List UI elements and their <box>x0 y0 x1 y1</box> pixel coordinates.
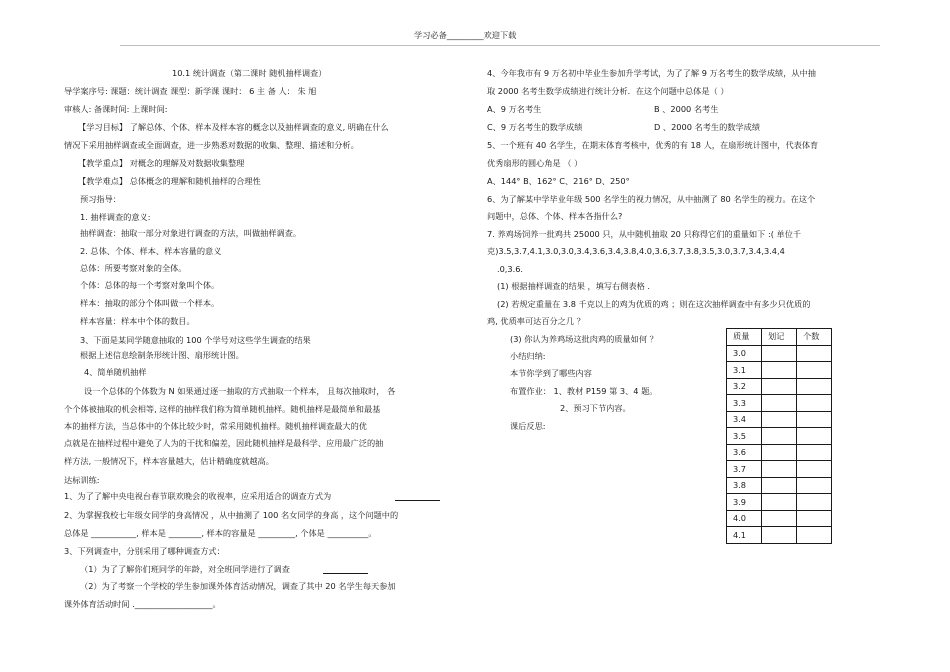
question-4-line-2: 取 2000 名考生数学成绩进行统计分析．在这个问题中总体是（ ） <box>487 86 729 96</box>
drill-question-2-line-1: 2、为掌握我校七年级女同学的身高情况 ，从中抽测了 100 名女同学的身高 ，这个问题中的 <box>64 510 399 520</box>
tally-cell[interactable] <box>762 527 797 544</box>
question-4-option-d: D 、2000 名考生的数学成绩 <box>654 122 761 132</box>
learning-goal-2: 情况下采用抽样调查或全面调查，进一步熟悉对数据的收集、整理、描述和分析。 <box>64 140 359 150</box>
tally-cell[interactable] <box>762 477 797 494</box>
question-7-part-3: (3) 你认为养鸡场这批肉鸡的质量如何 ？ <box>510 334 658 344</box>
section-4-heading: 4、简单随机抽样 <box>84 367 147 377</box>
question-4-line-1: 4、今年我市有 9 万名初中毕业生参加升学考试，为了了解 9 万名考生的数学成绩，从中抽 <box>487 68 816 78</box>
random-sampling-paragraph-3: 本的抽样方法，当总体中的个体比较少时，常采用随机抽样。随机抽样调查最大的优 <box>64 421 367 431</box>
teaching-difficulty: 【教学难点】 总体概念的理解和随机抽样的合理性 <box>78 176 261 186</box>
drill-question-3: 3、下列调查中，分别采用了哪种调查方式： <box>64 546 225 556</box>
page-header: 学习必备_________欢迎下载 <box>414 30 517 40</box>
weight-frequency-table <box>726 328 832 544</box>
definition-individual: 个体：总体的每一个考察对象叫个体。 <box>80 280 220 290</box>
question-6-line-1: 6、为了解某中学毕业年级 500 名学生的视力情况，从中抽测了 80 名学生的视力。在这个 <box>487 194 816 204</box>
count-cell[interactable] <box>797 395 832 412</box>
table-row <box>727 510 832 527</box>
table-row <box>727 461 832 478</box>
weight-value-cell: 3.9 <box>727 494 762 511</box>
count-cell[interactable] <box>797 461 832 478</box>
tally-cell[interactable] <box>762 395 797 412</box>
tally-cell[interactable] <box>762 411 797 428</box>
weight-value-cell: 3.2 <box>727 378 762 395</box>
table-row <box>727 395 832 412</box>
weight-value-cell: 3.3 <box>727 395 762 412</box>
meta-line-2: 审核人: 备课时间: 上课时间: <box>64 104 168 114</box>
teaching-key-point: 【教学重点】 对概念的理解及对数据收集整理 <box>78 158 245 168</box>
count-cell[interactable] <box>797 345 832 362</box>
question-5-line-1: 5、一个班有 40 名学生，在期末体育考核中，优秀的有 18 人，在扇形统计图中，代表体育 <box>487 140 819 150</box>
drill-question-2-line-2: 总体是 ___________, 样本是 ________, 样本的容量是 _________, 个体是 __________。 <box>64 528 377 538</box>
homework-line-1: 布置作业： 1、教材 P159 第 3、4 题。 <box>510 386 658 396</box>
tally-cell[interactable] <box>762 362 797 379</box>
table-row <box>727 428 832 445</box>
weight-value-cell: 3.7 <box>727 461 762 478</box>
question-7-part-2-line-1: (2) 若规定重量在 3.8 千克以上的鸡为优质的鸡 ；则在这次抽样调查中有多少只优质的 <box>497 299 811 309</box>
section-1-text: 抽样调查：抽取一部分对象进行调查的方法，叫做抽样调查。 <box>80 228 302 238</box>
question-7-line-1: 7. 养鸡场饲养一批鸡共 25000 只，从中随机抽取 20 只称得它们的重量如下 :( 单位千 <box>487 229 802 239</box>
table-header-cell: 划记 <box>762 329 797 346</box>
learning-goal-1: 【学习目标】 了解总体、个体、样本及样本容的概念以及抽样调查的意义, 明确在什么 <box>78 122 389 132</box>
tally-cell[interactable] <box>762 428 797 445</box>
random-sampling-paragraph-5: 样方法, 一般情况下，样本容量越大，估计精确度就越高。 <box>64 456 274 466</box>
definition-sample: 样本：抽取的部分个体叫做一个样本。 <box>80 298 220 308</box>
count-cell[interactable] <box>797 477 832 494</box>
section-3-heading: 3、下面是某同学随意抽取的 100 个学号对这些学生调查的结果 <box>80 335 311 345</box>
header-rule <box>120 45 880 46</box>
drill-heading: 达标训练: <box>64 475 100 485</box>
lesson-title: 10.1 统计调查（第二课时 随机抽样调查） <box>172 68 327 78</box>
weight-value-cell: 4.1 <box>727 527 762 544</box>
tally-cell[interactable] <box>762 494 797 511</box>
count-cell[interactable] <box>797 428 832 445</box>
table-header-cell: 质量 <box>727 329 762 346</box>
count-cell[interactable] <box>797 510 832 527</box>
definition-sample-size: 样本容量：样本中个体的数目。 <box>80 316 195 326</box>
table-header-cell: 个数 <box>797 329 832 346</box>
question-5-options: A、144° B、162° C、216° D、250° <box>487 176 630 186</box>
table-row <box>727 345 832 362</box>
drill-question-3-2-cont: 课外体育活动时间 .___________________。 <box>64 599 221 609</box>
table-row <box>727 362 832 379</box>
question-4-option-b: B 、2000 名考生 <box>654 104 719 114</box>
question-6-line-2: 问题中，总体、个体、样本各指什么? <box>487 211 623 221</box>
weight-value-cell: 3.0 <box>727 345 762 362</box>
table-row <box>727 477 832 494</box>
count-cell[interactable] <box>797 378 832 395</box>
section-2-heading: 2. 总体、个体、样本、样本容量的意义 <box>80 246 222 256</box>
drill-question-3-2: （2）为了考察一个学校的学生参加课外体育活动情况，调查了其中 20 名学生每天参加 <box>80 581 396 591</box>
section-3-text: 根据上述信息绘制条形统计图、扇形统计图。 <box>80 350 244 360</box>
preview-guide-heading: 预习指导： <box>80 194 121 204</box>
count-cell[interactable] <box>797 444 832 461</box>
table-body <box>727 345 832 543</box>
tally-cell[interactable] <box>762 461 797 478</box>
tally-cell[interactable] <box>762 378 797 395</box>
question-4-option-c: C、9 万名考生的数学成绩 <box>487 122 583 132</box>
count-cell[interactable] <box>797 527 832 544</box>
weight-value-cell: 4.0 <box>727 510 762 527</box>
random-sampling-paragraph-2: 个个体被抽取的机会相等, 这样的抽样我们称为简单随机抽样。随机抽样是最简单和最基 <box>64 404 381 414</box>
random-sampling-paragraph-4: 点就是在抽样过程中避免了人为的干扰和偏差，因此随机抽样是最科学、应用最广泛的抽 <box>64 438 384 448</box>
definition-population: 总体：所要考察对象的全体。 <box>80 263 187 273</box>
table-row <box>727 527 832 544</box>
section-1-heading: 1. 抽样调查的意义: <box>80 212 151 222</box>
question-4-option-a: A、9 万名考生 <box>487 104 542 114</box>
table-row <box>727 444 832 461</box>
weight-value-cell: 3.5 <box>727 428 762 445</box>
count-cell[interactable] <box>797 362 832 379</box>
meta-line-1: 导学案序号: 课题：统计调查 课型：新学课 课时： 6 主 备 人： 朱 旭 <box>64 86 317 96</box>
answer-blank-3-1 <box>323 573 368 574</box>
reflection-heading: 课后反思: <box>510 421 546 431</box>
weight-value-cell: 3.4 <box>727 411 762 428</box>
question-5-line-2: 优秀扇形的圆心角是 （ ） <box>487 158 583 168</box>
weight-value-cell: 3.6 <box>727 444 762 461</box>
question-7-part-2-line-2: 鸡, 优质率可达百分之几 ？ <box>487 316 585 326</box>
tally-cell[interactable] <box>762 345 797 362</box>
count-cell[interactable] <box>797 411 832 428</box>
summary-heading: 小结归纳: <box>510 351 546 361</box>
summary-prompt: 本节你学到了哪些内容 <box>510 368 592 378</box>
table-row <box>727 494 832 511</box>
table-row <box>727 378 832 395</box>
table-row <box>727 411 832 428</box>
tally-cell[interactable] <box>762 444 797 461</box>
answer-blank-1 <box>395 500 440 501</box>
tally-cell[interactable] <box>762 510 797 527</box>
drill-question-3-1: （1）为了了解你们班同学的年龄，对全班同学进行了调查 <box>80 564 290 574</box>
count-cell[interactable] <box>797 494 832 511</box>
random-sampling-paragraph-1: 设一个总体的个体数为 N 如果通过逐一抽取的方式抽取一个样本， 且每次抽取时， 各 <box>84 386 396 396</box>
drill-question-1: 1、为了了解中央电视台春节联欢晚会的收视率，应采用适合的调查方式为 <box>64 491 332 501</box>
weight-value-cell: 3.8 <box>727 477 762 494</box>
question-7-data-cont: .0,3.6. <box>497 264 524 274</box>
question-7-data: 克)3.5,3.7,4.1,3.0,3.0,3.4,3.6,3.4,3.8,4.0,3.6,3.7,3.8,3.5,3.0,3.7,3.4,3.4,4 <box>487 246 785 256</box>
weight-value-cell: 3.1 <box>727 362 762 379</box>
table-header-row <box>727 329 832 346</box>
question-7-part-1: (1) 根据抽样调查的结果 ，填写右侧表格 . <box>497 281 651 291</box>
homework-line-2: 2、预习下节内容。 <box>560 403 631 413</box>
